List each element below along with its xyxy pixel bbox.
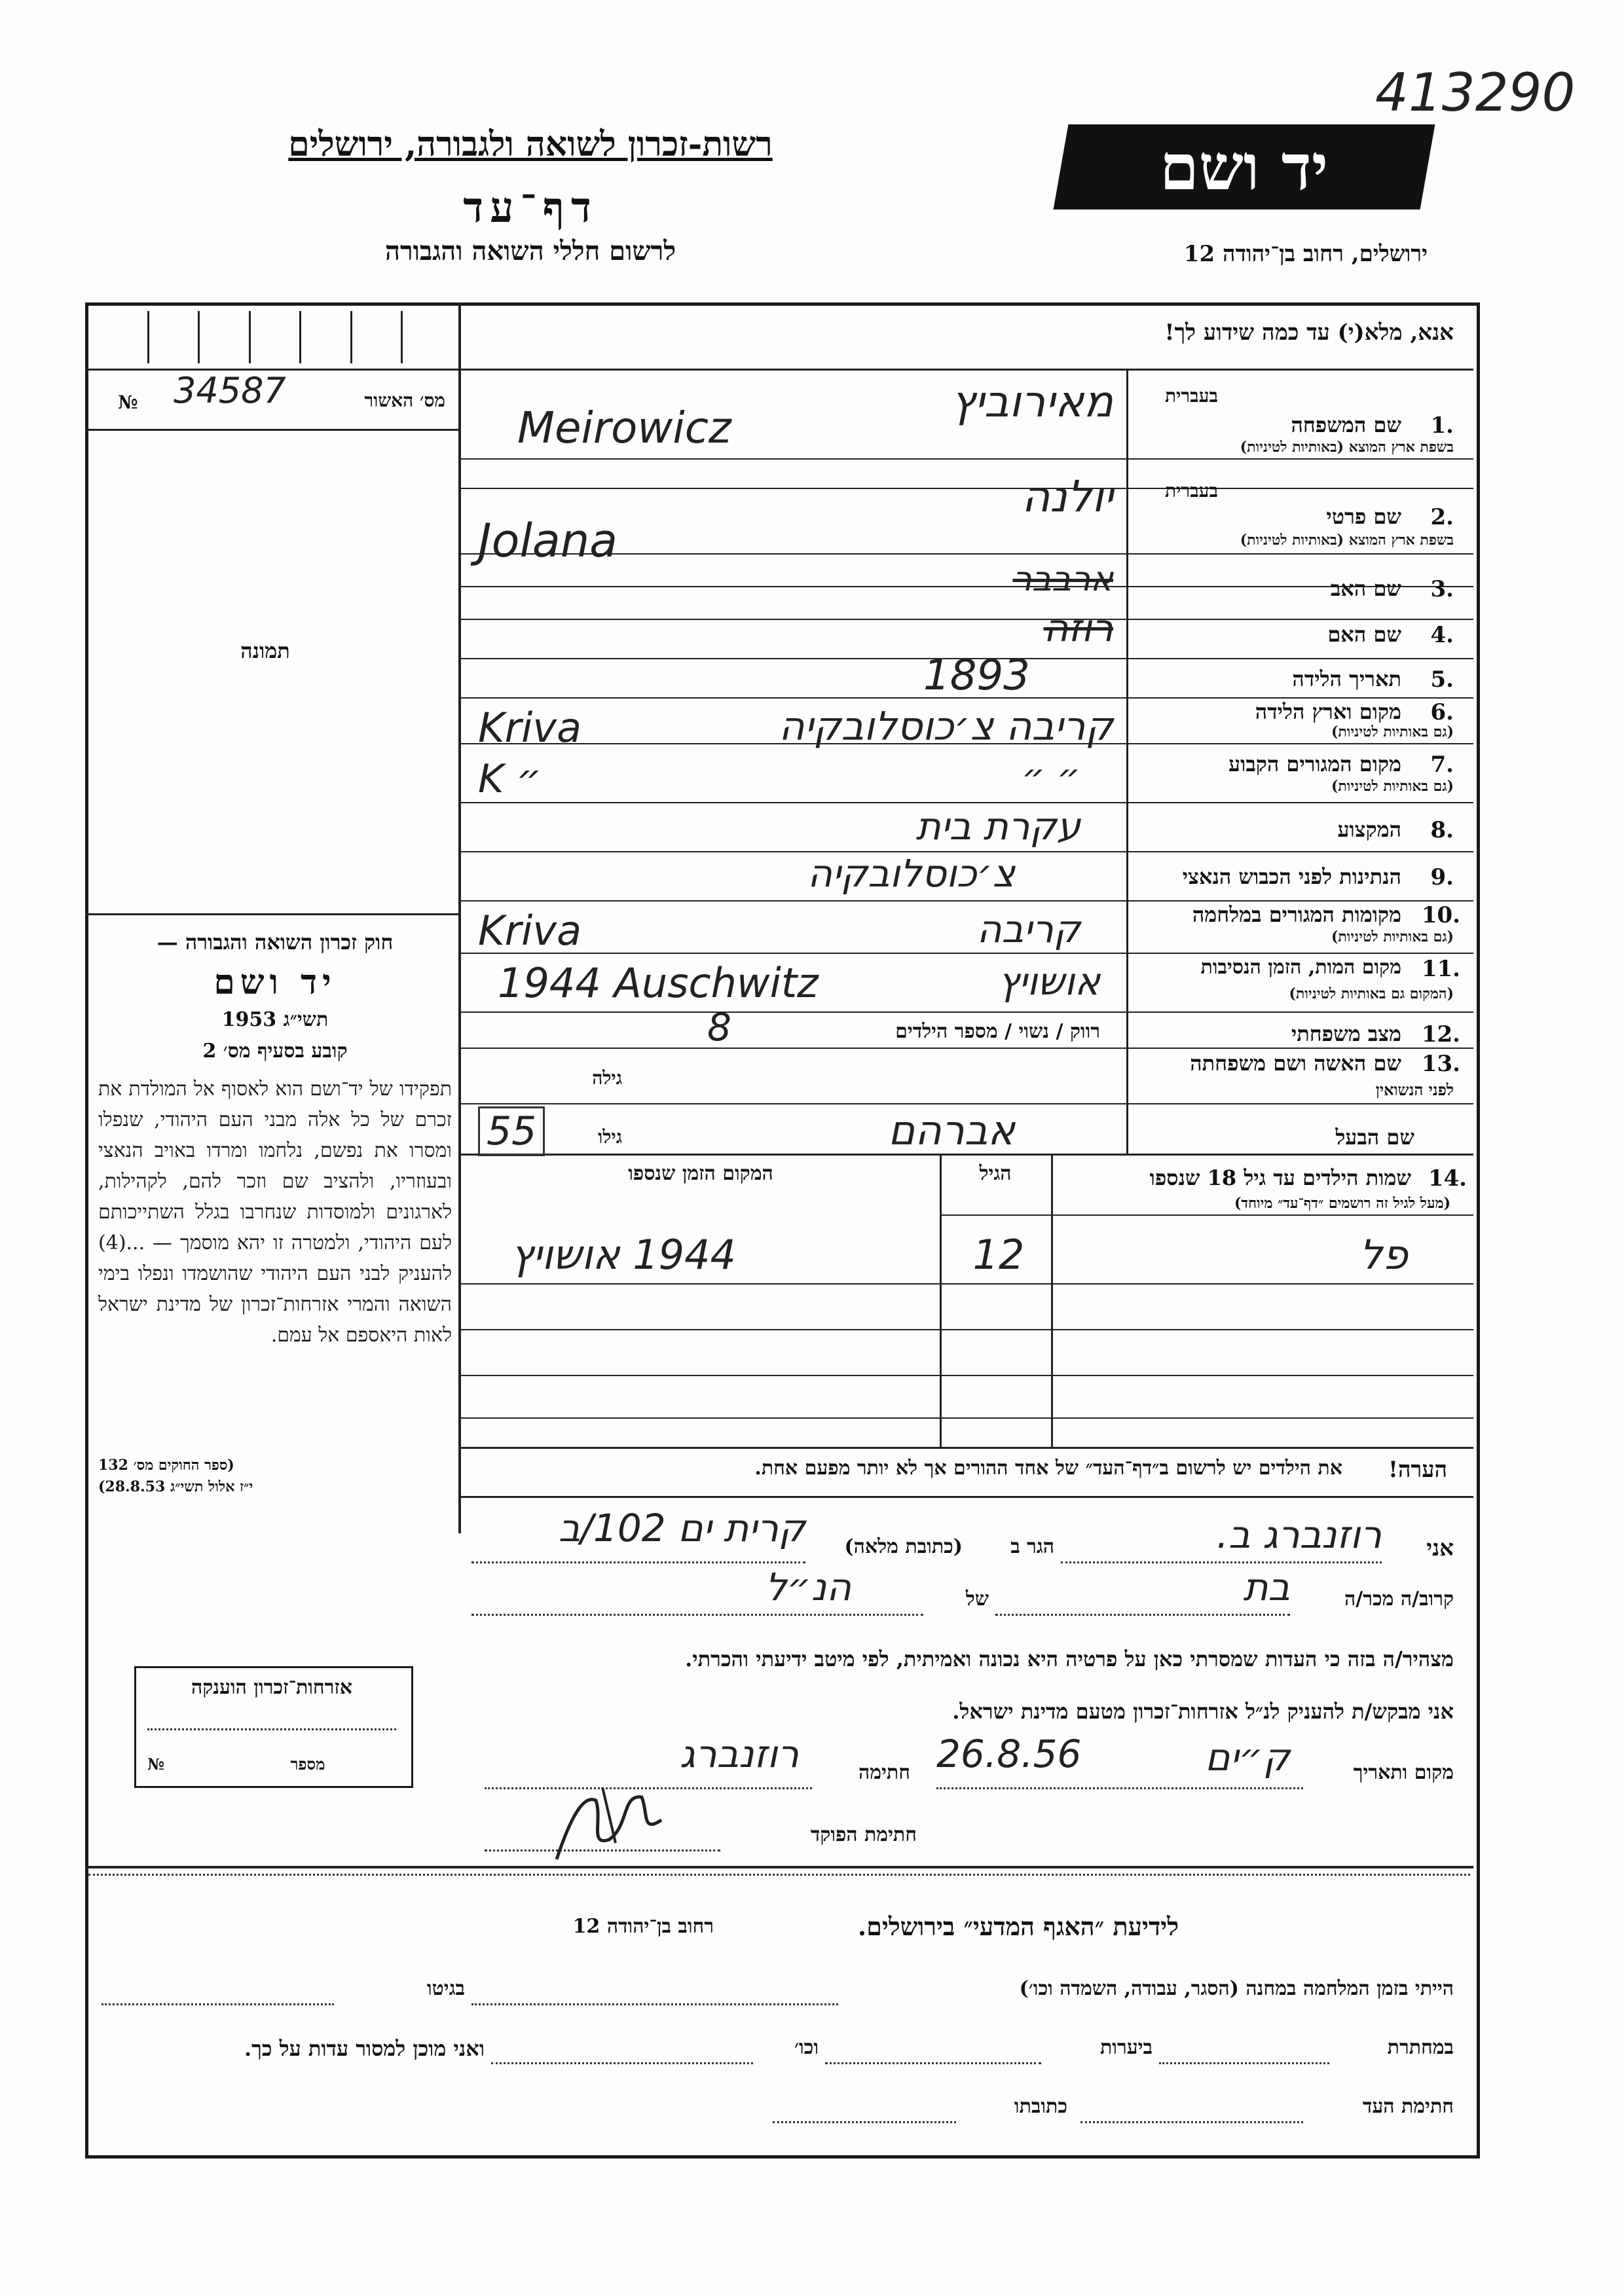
- field-5-num: 5.: [1430, 666, 1454, 693]
- form-title: דף־עד: [463, 183, 598, 232]
- husband-label: שם הבעל: [1335, 1125, 1414, 1150]
- field-2-hebrew: יולנה: [1022, 471, 1113, 522]
- request-text: אני מבקש/ת להעניק לנ״ל אזרחות־זכרון מטעם מדינת ישראל.: [952, 1699, 1454, 1724]
- relation-label: קרוב/ה מכר/ה: [1344, 1588, 1454, 1611]
- law-ref-2: י״ז אלול תשי״ג 28.8.53): [98, 1478, 253, 1495]
- field-10-value: קריבה: [976, 907, 1080, 951]
- field-10-num: 10.: [1421, 902, 1460, 928]
- header-address: ירושלים, רחוב בן־יהודה 12: [1183, 241, 1428, 267]
- children-row-divider: [460, 1375, 1473, 1376]
- footer-address: רחוב בן־יהודה 12: [572, 1915, 714, 1938]
- field-13-age-label: גילה: [592, 1067, 622, 1089]
- field-12-num: 12.: [1421, 1021, 1460, 1048]
- field-2-num: 2.: [1430, 504, 1454, 530]
- archive-number: 413290: [1375, 62, 1576, 123]
- field-5-label: תאריך הלידה: [1292, 666, 1401, 691]
- footer-line3-a: חתימת העד: [1362, 2095, 1454, 2118]
- citizenship-no-label: מספר: [290, 1755, 325, 1774]
- relation-value: בת: [1243, 1565, 1290, 1609]
- law-year: תשי״ג 1953: [221, 1008, 329, 1031]
- photo-label: תמונה: [240, 638, 290, 663]
- remark-text: את הילדים יש לרשום ב״דף־העד״ של אחד ההורים אך לא יותר מפעם אחת.: [754, 1457, 1342, 1480]
- field-12-value: 8: [707, 1005, 731, 1049]
- place-date-line: [936, 1787, 1303, 1789]
- law-text: תפקידו של יד־ושם הוא לאסוף אל המולדת את זכרם של כל אלה מבני העם היהודי, שנפלו ומסרו את נפשם, נלחמו ומרדו באויב הנאצי ובעוזריו, ולהציב שם וזכר להם, לקהילות, לארגונים ולמוסדות שנחרבו בגלל השתייכותם לעם היהודי, ולמטרה זו יהא מוסמך — ...(4) להעניק לבני העם היהודי שהושמדו ונפלו בימי השואה והמרי אזרחות־זכרון של מדינת ישראל לאות היאספם אל עמם.: [98, 1078, 452, 1347]
- field-4-value: רוזה: [1043, 606, 1113, 650]
- field-11-note: (המקום גם באותיות לטיניות): [1289, 985, 1454, 1002]
- field-11-label: מקום המות, הזמן הנסיבות: [1200, 956, 1401, 979]
- reg-value: 34587: [174, 370, 286, 411]
- law-title: חוק זכרון השואה והגבורה —: [157, 930, 394, 955]
- declarant-address-line: [471, 1561, 805, 1563]
- field-1-label: שם המשפחה: [1291, 412, 1401, 437]
- remark-bottom-divider: [460, 1496, 1473, 1498]
- children-header-divider: [940, 1214, 1473, 1216]
- label-column-divider: [1126, 369, 1128, 1154]
- of-line: [471, 1614, 923, 1616]
- citizenship-no-sign: №: [147, 1755, 165, 1774]
- field-13-note: לפני הנשואין: [1375, 1080, 1454, 1099]
- field-9-label: הנתינות לפני הכבוש הנאצי: [1182, 864, 1401, 889]
- field-6-note: (גם באותיות לטיניות): [1331, 723, 1454, 740]
- field-1-hebrew: מאירוביץ: [951, 376, 1113, 427]
- field-1-tag: בעברית: [1164, 385, 1218, 407]
- reg-number-sign: №: [118, 392, 138, 413]
- field-10-label: מקומות המגורים במלחמה: [1192, 902, 1401, 927]
- field-7-latin: K ״: [478, 756, 542, 802]
- field-5-value: 1893: [923, 651, 1030, 700]
- citizenship-line-1: [147, 1728, 396, 1730]
- field-3-value: ארבבר: [1012, 560, 1113, 599]
- footer-line2-c: וכו׳: [794, 2036, 819, 2059]
- footer-line1-blank-2: [101, 2003, 334, 2005]
- children-row-divider: [460, 1283, 1473, 1285]
- top-instruction: אנא, מלא(י) עד כמה שידוע לך!: [1164, 319, 1454, 346]
- field-1-num: 1.: [1430, 412, 1454, 439]
- field-12-label: מצב משפחתי: [1291, 1021, 1401, 1046]
- field-1-note: בשפת ארץ המוצא (באותיות לטיניות): [1240, 439, 1454, 456]
- field-1-latin: Meirowicz: [517, 403, 731, 453]
- footer-line1-blank: [471, 2003, 838, 2005]
- row-divider: [460, 900, 1473, 902]
- field-13-num: 13.: [1421, 1051, 1460, 1077]
- footer-line2-a: במחתרת: [1387, 2036, 1454, 2059]
- date-value: 26.8.56: [936, 1732, 1082, 1776]
- authority-title: רשות-זכרון לשואה ולגבורה, ירושלים: [288, 124, 773, 164]
- place-date-label: מקום ותאריך: [1353, 1761, 1454, 1784]
- yad-vashem-logo: [1054, 124, 1435, 210]
- row-divider: [460, 458, 1473, 460]
- field-6-value: קריבה צ׳כוסלובקיה: [779, 704, 1113, 750]
- row-divider: [460, 1011, 1473, 1013]
- field-6-label: מקום וארץ הלידה: [1255, 699, 1401, 724]
- remark-label: הערה!: [1388, 1457, 1447, 1483]
- children-col-divider-1: [1051, 1156, 1053, 1447]
- signature-value: רוזנברג: [679, 1732, 799, 1776]
- footer-line3-blank-1: [1080, 2121, 1303, 2123]
- field-6-num: 6.: [1430, 699, 1454, 725]
- row-divider: [460, 1103, 1473, 1104]
- footer-line3-blank-2: [773, 2121, 956, 2123]
- children-note: (מעל לגיל זה רושמים ״דף־עד״ מיוחד): [1234, 1195, 1450, 1212]
- declarant-name: רוזנברג ב.: [1216, 1512, 1382, 1557]
- reg-label: מס׳ האשור: [364, 390, 445, 411]
- form-subtitle: לרשום חללי השואה והגבורה: [384, 236, 676, 266]
- children-label: שמות הילדים עד גיל 18 שנספו: [1149, 1165, 1411, 1190]
- field-9-value: צ׳כוסלובקיה: [807, 851, 1015, 896]
- photo-divider: [85, 913, 460, 915]
- relation-line: [995, 1614, 1290, 1616]
- field-7-num: 7.: [1430, 752, 1454, 778]
- field-2-latin: Jolana: [478, 514, 618, 568]
- field-4-label: שם האם: [1327, 622, 1401, 647]
- footer-line2-b: ביערות: [1099, 2036, 1153, 2059]
- footer-line2-blank-3: [491, 2062, 753, 2064]
- row-divider: [460, 1048, 1473, 1049]
- top-divider: [85, 369, 1473, 371]
- declarant-name-line: [1061, 1561, 1382, 1563]
- logo-text: יד ושם: [1160, 130, 1329, 204]
- children-col-divider-2: [940, 1156, 942, 1447]
- footer-line2-blank-1: [1159, 2062, 1329, 2064]
- field-10-latin: Kriva: [478, 907, 582, 955]
- field-8-value: עקרת בית: [915, 804, 1080, 848]
- remark-divider: [460, 1447, 1473, 1449]
- footer-line3-b: כתובתו: [1014, 2095, 1067, 2118]
- place-value: ק״ים: [1205, 1735, 1290, 1779]
- footer-divider: [85, 1866, 1473, 1868]
- child-name: פל: [1359, 1231, 1408, 1279]
- footer-line1-a: הייתי בזמן המלחמה במחנה (הסגר, עבודה, השמדה וכו׳): [1019, 1977, 1454, 2000]
- children-row-divider: [460, 1329, 1473, 1330]
- field-6-latin: Kriva: [478, 704, 582, 752]
- footer-title: לידיעת ״האגף המדעי״ בירושלים.: [857, 1912, 1179, 1941]
- law-ref-1: (ספר החוקים מס׳ 132: [98, 1457, 234, 1474]
- officer-signature: [544, 1781, 674, 1866]
- child-place: 1944 אושויץ: [511, 1231, 736, 1279]
- field-12-options: רווק / נשוי / מספר הילדים: [895, 1020, 1100, 1043]
- children-age-header: הגיל: [979, 1162, 1012, 1185]
- declarant-resides: הגר ב: [1010, 1535, 1054, 1558]
- field-7-note: (גם באותיות לטיניות): [1331, 778, 1454, 795]
- registration-boxes: [98, 311, 452, 363]
- declarant-address-label: (כתובת מלאה): [844, 1535, 963, 1558]
- children-num: 14.: [1428, 1165, 1467, 1192]
- husband-value: אברהם: [888, 1106, 1015, 1154]
- footer-line1-b: בגיטו: [426, 1977, 465, 2000]
- field-2-note: בשפת ארץ המוצא (באותיות לטיניות): [1240, 532, 1454, 549]
- declarant-address: קרית ים 102/ב: [558, 1506, 805, 1550]
- footer-dotted-divider: [88, 1874, 1470, 1876]
- footer-line2-d: ואני מוכן למסור עדות על כך.: [244, 2036, 485, 2061]
- husband-age: 55: [478, 1106, 545, 1156]
- of-value: הנ״ל: [765, 1565, 851, 1609]
- law-clause: קובע בסעיף מס׳ 2: [202, 1040, 348, 1063]
- footer-line2-blank-2: [825, 2062, 1041, 2064]
- signature-label: חתימה: [858, 1761, 910, 1784]
- field-8-num: 8.: [1430, 817, 1454, 843]
- field-3-num: 3.: [1430, 576, 1454, 602]
- field-10-note: (גם באותיות לטיניות): [1331, 928, 1454, 945]
- field-4-num: 4.: [1430, 622, 1454, 648]
- law-name: יד ושם: [213, 962, 337, 1002]
- field-8-label: המקצוע: [1337, 817, 1401, 842]
- children-place-header: המקום הזמן שנספו: [628, 1162, 773, 1185]
- field-9-num: 9.: [1430, 864, 1454, 890]
- field-2-label: שם פרטי: [1326, 504, 1401, 529]
- officer-signature-label: חתימת הפוקד: [810, 1823, 917, 1846]
- field-2-tag: בעברית: [1164, 480, 1218, 501]
- declaration-text: מצהיר/ה בזה כי העדות שמסרתי כאן על פרטיה היא נכונה ואמיתית, לפי מיטב ידיעתי והכרתי.: [685, 1647, 1454, 1671]
- child-age: 12: [972, 1231, 1025, 1279]
- row-divider: [460, 953, 1473, 954]
- reg-divider: [85, 429, 460, 431]
- field-3-label: שם האב: [1330, 576, 1401, 601]
- left-column-divider: [458, 302, 461, 1533]
- field-7-label: מקום המגורים הקבוע: [1228, 752, 1401, 776]
- declarant-i-label: אני: [1426, 1535, 1454, 1561]
- field-11-latin: 1944 Auschwitz: [498, 959, 819, 1007]
- field-11-num: 11.: [1421, 956, 1460, 982]
- field-7-value: ״ ״: [1022, 756, 1080, 799]
- field-11-value: אושויץ: [998, 959, 1100, 1004]
- citizenship-title: אזרחות־זכרון הוענקה: [191, 1676, 353, 1699]
- field-13-label: שם האשה ושם משפחתה: [1190, 1051, 1401, 1076]
- children-row-divider: [460, 1417, 1473, 1419]
- row-divider: [460, 802, 1473, 803]
- of-label: של: [965, 1588, 989, 1611]
- husband-age-label: גילו: [598, 1126, 622, 1148]
